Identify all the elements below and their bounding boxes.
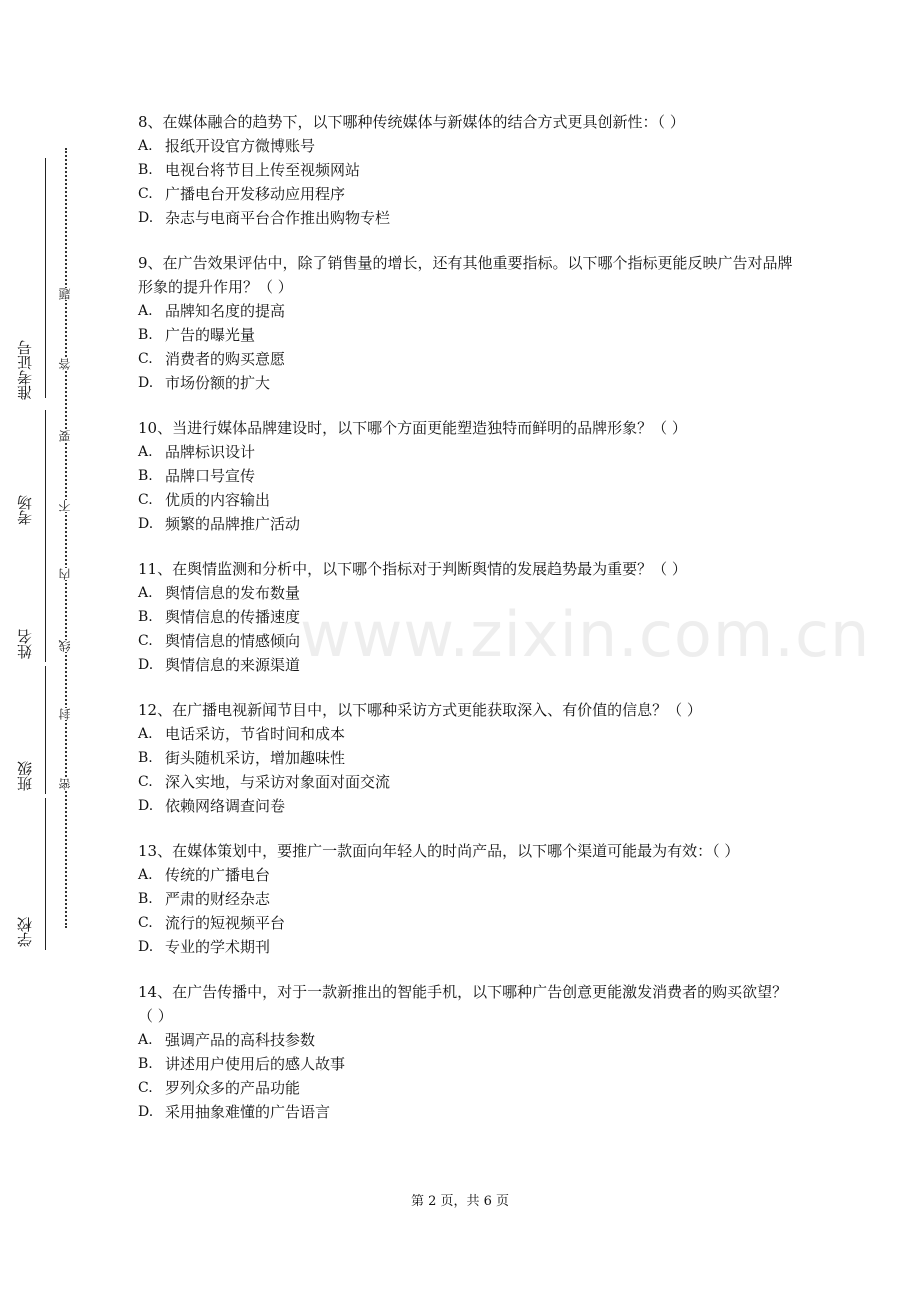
field-name bbox=[14, 622, 54, 666]
question-14 bbox=[138, 980, 798, 1124]
option-text: 电话采访，节省时间和成本 bbox=[165, 725, 346, 743]
option-b: B. 电视台将节目上传至视频网站 bbox=[138, 158, 798, 182]
option-a: A. 传统的广播电台 bbox=[138, 863, 798, 887]
question-text: 8、在媒体融合的趋势下，以下哪种传统媒体与新媒体的结合方式更具创新性：（ ） bbox=[138, 113, 685, 131]
option-b: B. 品牌口号宣传 bbox=[138, 464, 798, 488]
option-text: 罗列众多的产品功能 bbox=[165, 1079, 301, 1097]
option-a: A. 报纸开设官方微博账号 bbox=[138, 134, 798, 158]
option-text: 舆情信息的传播速度 bbox=[165, 608, 301, 626]
field-exam-room bbox=[14, 488, 54, 532]
option-text: 深入实地，与采访对象面对面交流 bbox=[165, 773, 391, 791]
option-text: 传统的广播电台 bbox=[165, 866, 271, 884]
option-text: 严肃的财经杂志 bbox=[165, 890, 271, 908]
seal-char: 封 bbox=[58, 708, 72, 720]
field-underline bbox=[45, 666, 46, 794]
option-a: A. 品牌知名度的提高 bbox=[138, 299, 798, 323]
question-11 bbox=[138, 557, 798, 677]
field-school bbox=[14, 910, 54, 954]
binding-margin bbox=[0, 0, 100, 1302]
option-c: C. 消费者的购买意愿 bbox=[138, 347, 798, 371]
option-text: 报纸开设官方微博账号 bbox=[165, 137, 316, 155]
seal-char: 要 bbox=[58, 430, 72, 442]
option-b: B. 街头随机采访，增加趣味性 bbox=[138, 746, 798, 770]
option-text: 杂志与电商平台合作推出购物专栏 bbox=[165, 209, 391, 227]
option-d: D. 频繁的品牌推广活动 bbox=[138, 512, 798, 536]
option-text: 讲述用户使用后的感人故事 bbox=[165, 1055, 346, 1073]
question-text: 13、在媒体策划中，要推广一款面向年轻人的时尚产品，以下哪个渠道可能最为有效：（ ） bbox=[138, 842, 740, 860]
option-text: 品牌口号宣传 bbox=[165, 467, 256, 485]
option-text: 街头随机采访，增加趣味性 bbox=[165, 749, 346, 767]
question-text: 14、在广告传播中，对于一款新推出的智能手机，以下哪种广告创意更能激发消费者的购买欲望？（ ） bbox=[138, 983, 788, 1025]
option-a: A. 舆情信息的发布数量 bbox=[138, 581, 798, 605]
option-c: C. 舆情信息的情感倾向 bbox=[138, 629, 798, 653]
question-list bbox=[138, 110, 798, 1145]
option-text: 品牌标识设计 bbox=[165, 443, 256, 461]
option-c: C. 深入实地，与采访对象面对面交流 bbox=[138, 770, 798, 794]
option-c: C. 优质的内容输出 bbox=[138, 488, 798, 512]
option-text: 消费者的购买意愿 bbox=[165, 350, 286, 368]
field-label: 班级 bbox=[16, 761, 34, 791]
question-text: 11、在舆情监测和分析中，以下哪个指标对于判断舆情的发展趋势最为重要？（ ） bbox=[138, 560, 687, 578]
option-a: A. 品牌标识设计 bbox=[138, 440, 798, 464]
option-c: C. 广播电台开发移动应用程序 bbox=[138, 182, 798, 206]
option-d: D. 舆情信息的来源渠道 bbox=[138, 653, 798, 677]
option-text: 频繁的品牌推广活动 bbox=[165, 515, 301, 533]
seal-char: 题 bbox=[58, 288, 72, 300]
field-exam-number bbox=[14, 330, 54, 410]
option-text: 市场份额的扩大 bbox=[165, 374, 271, 392]
page-footer: 第 2 页，共 6 页 bbox=[410, 1194, 510, 1209]
option-b: B. 讲述用户使用后的感人故事 bbox=[138, 1052, 798, 1076]
option-text: 广告的曝光量 bbox=[165, 326, 256, 344]
field-underline bbox=[45, 158, 46, 398]
option-text: 强调产品的高科技参数 bbox=[165, 1031, 316, 1049]
question-text: 12、在广播电视新闻节目中，以下哪种采访方式更能获取深入、有价值的信息？（ ） bbox=[138, 701, 702, 719]
watermark: www.zixin.com.cn bbox=[300, 598, 871, 671]
seal-char: 密 bbox=[58, 778, 72, 790]
field-label: 姓名 bbox=[16, 629, 34, 659]
field-underline bbox=[45, 798, 46, 950]
field-label: 考场 bbox=[16, 495, 34, 525]
option-text: 依赖网络调查问卷 bbox=[165, 797, 286, 815]
option-b: B. 严肃的财经杂志 bbox=[138, 887, 798, 911]
question-9 bbox=[138, 251, 798, 395]
question-8 bbox=[138, 110, 798, 230]
option-d: D. 专业的学术期刊 bbox=[138, 935, 798, 959]
option-c: C. 流行的短视频平台 bbox=[138, 911, 798, 935]
option-c: C. 罗列众多的产品功能 bbox=[138, 1076, 798, 1100]
option-text: 电视台将节目上传至视频网站 bbox=[165, 161, 361, 179]
question-text: 10、当进行媒体品牌建设时，以下哪个方面更能塑造独特而鲜明的品牌形象？（ ） bbox=[138, 419, 687, 437]
option-text: 流行的短视频平台 bbox=[165, 914, 286, 932]
field-underline bbox=[45, 526, 46, 662]
option-text: 采用抽象难懂的广告语言 bbox=[165, 1103, 331, 1121]
seal-char: 答 bbox=[58, 358, 72, 370]
option-a: A. 强调产品的高科技参数 bbox=[138, 1028, 798, 1052]
field-label: 学校 bbox=[16, 917, 34, 947]
field-label: 准考证号 bbox=[16, 340, 34, 400]
question-10 bbox=[138, 416, 798, 536]
option-text: 舆情信息的发布数量 bbox=[165, 584, 301, 602]
option-text: 优质的内容输出 bbox=[165, 491, 271, 509]
option-b: B. 舆情信息的传播速度 bbox=[138, 605, 798, 629]
field-class bbox=[14, 754, 54, 798]
option-d: D. 杂志与电商平台合作推出购物专栏 bbox=[138, 206, 798, 230]
option-text: 舆情信息的情感倾向 bbox=[165, 632, 301, 650]
question-12 bbox=[138, 698, 798, 818]
option-text: 品牌知名度的提高 bbox=[165, 302, 286, 320]
seal-char: 不 bbox=[58, 500, 72, 512]
seal-char: 内 bbox=[58, 568, 72, 580]
option-text: 舆情信息的来源渠道 bbox=[165, 656, 301, 674]
question-text: 9、在广告效果评估中，除了销售量的增长，还有其他重要指标。以下哪个指标更能反映广告对品牌形象的提升作用？（ ） bbox=[138, 254, 793, 296]
option-d: D. 市场份额的扩大 bbox=[138, 371, 798, 395]
seal-char: 线 bbox=[58, 640, 72, 652]
option-d: D. 依赖网络调查问卷 bbox=[138, 794, 798, 818]
field-underline bbox=[45, 410, 46, 528]
option-text: 广播电台开发移动应用程序 bbox=[165, 185, 346, 203]
option-a: A. 电话采访，节省时间和成本 bbox=[138, 722, 798, 746]
option-b: B. 广告的曝光量 bbox=[138, 323, 798, 347]
option-text: 专业的学术期刊 bbox=[165, 938, 271, 956]
option-d: D. 采用抽象难懂的广告语言 bbox=[138, 1100, 798, 1124]
question-13 bbox=[138, 839, 798, 959]
seal-line bbox=[65, 148, 67, 928]
